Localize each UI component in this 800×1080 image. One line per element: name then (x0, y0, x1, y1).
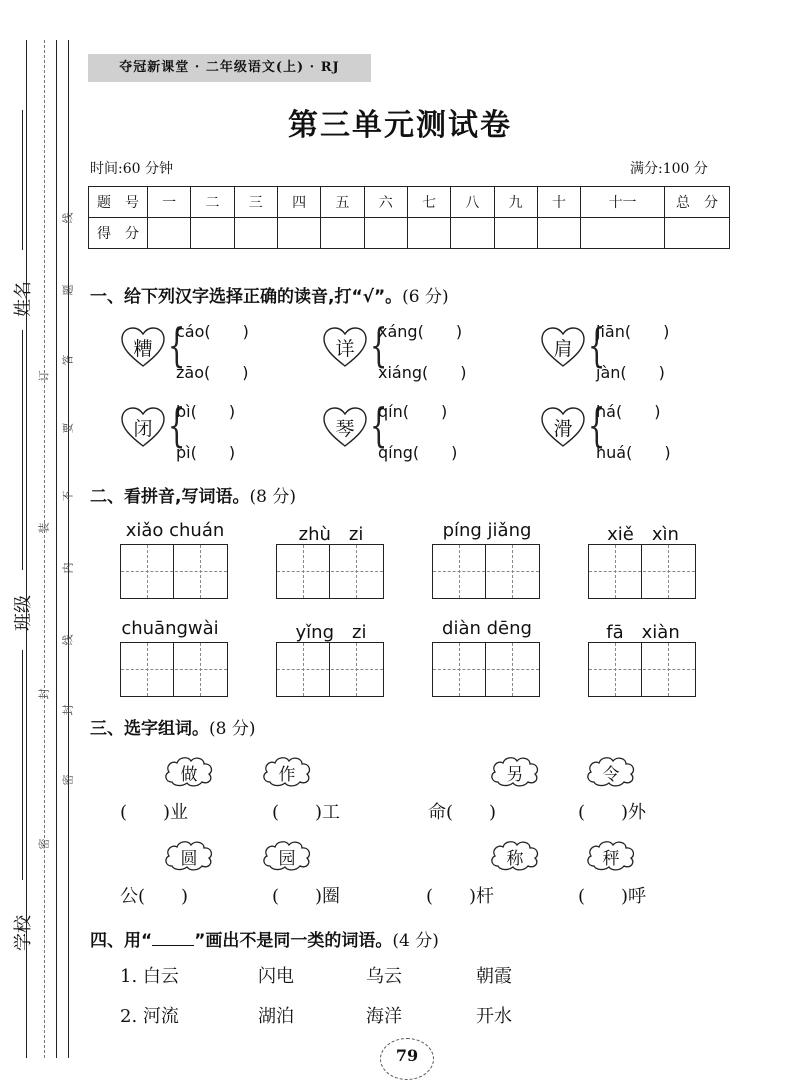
pinyin-option[interactable]: jiān( ) (596, 322, 670, 341)
fill-blank[interactable]: 公( ) (120, 886, 189, 907)
binding-char: 装 (37, 522, 51, 534)
page-title: 第三单元测试卷 (288, 108, 512, 143)
pinyin-option[interactable]: cáo( ) (176, 322, 249, 341)
pinyin-option[interactable]: bì( ) (176, 402, 236, 421)
pinyin-prompt: xiě xìn (607, 524, 679, 545)
name-label: 姓名 (13, 281, 34, 317)
pinyin-option[interactable]: pì( ) (176, 443, 236, 462)
fill-blank[interactable]: ( )外 (578, 802, 647, 823)
heart-char-box (322, 406, 368, 448)
score-cell: 八 (451, 187, 494, 218)
score-input-cell[interactable] (451, 218, 494, 249)
full-score: 满分:100 分 (630, 161, 708, 177)
q4-word[interactable]: 朝霞 (476, 966, 512, 987)
time-limit: 时间:60 分钟 (90, 161, 173, 177)
pinyin-option[interactable]: há( ) (596, 402, 661, 421)
q1-title-text: 一、给下列汉字选择正确的读音,打“√”。 (90, 287, 403, 307)
q3-char: 另 (506, 765, 524, 785)
q3-title (90, 714, 255, 739)
series-tag: 夺冠新课堂 · 二年级语文(上) · RJ (88, 54, 371, 82)
q4-title-pre: 四、用“ (90, 931, 153, 951)
cloud-char-box (584, 754, 638, 788)
pinyin-prompt: xiǎo chuán (125, 520, 225, 541)
q2-title-text: 二、看拼音,写词语。 (90, 487, 250, 507)
fill-blank[interactable]: ( )呼 (578, 886, 647, 907)
score-input-cell[interactable] (364, 218, 407, 249)
q4-points: (4 分) (392, 931, 439, 951)
writing-grid[interactable] (588, 642, 696, 697)
q3-title-text: 三、选字组词。 (90, 719, 209, 739)
score-input-cell[interactable] (321, 218, 364, 249)
fill-blank[interactable]: ( )业 (120, 802, 189, 823)
cloud-char-box (162, 838, 216, 872)
pinyin-prompt: chuāngwài (121, 618, 219, 639)
fill-blank[interactable]: ( )圈 (272, 886, 341, 907)
q4-title (90, 926, 439, 951)
score-input-cell[interactable] (191, 218, 234, 249)
q1-char: 糟 (133, 338, 153, 360)
q4-word[interactable]: 海洋 (366, 1006, 402, 1027)
writing-grid[interactable] (120, 544, 228, 599)
q1-char: 肩 (553, 338, 573, 360)
q1-char: 琴 (335, 418, 355, 440)
score-table-header-row (89, 187, 730, 218)
writing-grid[interactable] (276, 642, 384, 697)
fill-blank[interactable]: 命( ) (428, 802, 497, 823)
score-input-cell[interactable] (407, 218, 450, 249)
q3-char: 圆 (180, 849, 198, 869)
pinyin-option[interactable]: qíng( ) (378, 443, 458, 462)
q3-char: 秤 (602, 849, 620, 869)
binding-char: 订 (37, 370, 51, 382)
heart-char-box (120, 326, 166, 368)
heart-char-box (540, 326, 586, 368)
binding-char: 线 (61, 634, 75, 646)
binding-char: 密 (37, 838, 51, 850)
cloud-char-box (260, 838, 314, 872)
heart-char-box (120, 406, 166, 448)
pinyin-option[interactable]: zāo( ) (176, 363, 249, 382)
q1-char: 闭 (133, 418, 153, 440)
q1-title (90, 282, 449, 307)
q3-points: (8 分) (209, 719, 256, 739)
binding-char: 密 (61, 774, 75, 786)
cloud-char-box (488, 754, 542, 788)
score-cell: 三 (234, 187, 277, 218)
score-cell: 七 (407, 187, 450, 218)
score-cell: 一 (148, 187, 191, 218)
cloud-char-box (162, 754, 216, 788)
pinyin-prompt: píng jiǎng (442, 520, 532, 541)
q3-char: 园 (278, 849, 296, 869)
brace: { (369, 398, 388, 452)
score-table-score-row (89, 218, 730, 249)
cloud-char-box (260, 754, 314, 788)
score-input-cell[interactable] (148, 218, 191, 249)
q4-word[interactable]: 湖泊 (258, 1006, 294, 1027)
q1-points: (6 分) (402, 287, 449, 307)
q4-word[interactable]: 1. 白云 (120, 966, 179, 987)
score-input-cell[interactable] (537, 218, 580, 249)
pinyin-option[interactable]: xáng( ) (378, 322, 463, 341)
score-cell: 四 (277, 187, 320, 218)
q4-word[interactable]: 乌云 (366, 966, 402, 987)
binding-char: 题 (61, 284, 75, 296)
pinyin-prompt: zhù zi (298, 524, 364, 545)
heart-char-box (540, 406, 586, 448)
score-cell: 九 (494, 187, 537, 218)
q2-points: (8 分) (249, 487, 296, 507)
pinyin-prompt: diàn dēng (442, 618, 532, 639)
brace: { (167, 398, 186, 452)
pinyin-option[interactable]: xiáng( ) (378, 363, 467, 382)
cloud-char-box (584, 838, 638, 872)
brace: { (369, 318, 388, 372)
score-input-cell[interactable] (234, 218, 277, 249)
fill-blank[interactable]: ( )杆 (426, 886, 495, 907)
score-row-label: 得 分 (89, 218, 148, 249)
writing-grid[interactable] (120, 642, 228, 697)
writing-grid[interactable] (276, 544, 384, 599)
brace: { (167, 318, 186, 372)
school-label: 学校 (13, 915, 34, 951)
pinyin-option[interactable]: jàn( ) (596, 363, 665, 382)
q4-word[interactable]: 闪电 (258, 966, 294, 987)
q1-char: 详 (335, 338, 355, 360)
q1-char: 滑 (553, 418, 573, 440)
pinyin-option[interactable]: huá( ) (596, 443, 671, 462)
q4-word[interactable]: 开水 (476, 1006, 512, 1027)
binding-char: 要 (61, 422, 75, 434)
binding-char: 内 (61, 562, 75, 574)
binding-char: 不 (61, 490, 75, 502)
heart-char-box (322, 326, 368, 368)
q4-title-post: ”画出不是同一类的词语。 (194, 931, 393, 951)
writing-grid[interactable] (588, 544, 696, 599)
cloud-char-box (488, 838, 542, 872)
score-cell: 六 (364, 187, 407, 218)
score-cell: 总 分 (665, 187, 730, 218)
score-table (88, 186, 730, 249)
q3-char: 做 (180, 765, 198, 785)
score-cell: 十 (537, 187, 580, 218)
writing-grid[interactable] (432, 544, 540, 599)
binding-char: 封 (37, 688, 51, 700)
score-cell: 五 (321, 187, 364, 218)
q3-char: 作 (278, 765, 296, 785)
fill-blank[interactable]: ( )工 (272, 802, 341, 823)
score-cell: 二 (191, 187, 234, 218)
brace: { (587, 318, 606, 372)
pinyin-prompt: yǐng zi (295, 622, 367, 643)
writing-grid[interactable] (432, 642, 540, 697)
pinyin-prompt: fā xiàn (606, 622, 680, 643)
q4-word[interactable]: 2. 河流 (120, 1006, 179, 1027)
score-input-cell[interactable] (581, 218, 665, 249)
pinyin-option[interactable]: qín( ) (378, 402, 448, 421)
score-input-cell[interactable] (494, 218, 537, 249)
underline-sample (152, 931, 194, 946)
score-input-cell[interactable] (665, 218, 730, 249)
score-cell: 十一 (581, 187, 665, 218)
score-cell: 题 号 (89, 187, 148, 218)
q3-char: 令 (602, 765, 620, 785)
class-label: 班级 (13, 595, 34, 631)
q2-title (90, 482, 296, 507)
score-input-cell[interactable] (277, 218, 320, 249)
brace: { (587, 398, 606, 452)
binding-char: 封 (61, 704, 75, 716)
q3-char: 称 (506, 849, 524, 869)
binding-char: 线 (61, 212, 75, 224)
binding-char: 答 (61, 354, 75, 366)
page-number: 79 (380, 1038, 434, 1080)
